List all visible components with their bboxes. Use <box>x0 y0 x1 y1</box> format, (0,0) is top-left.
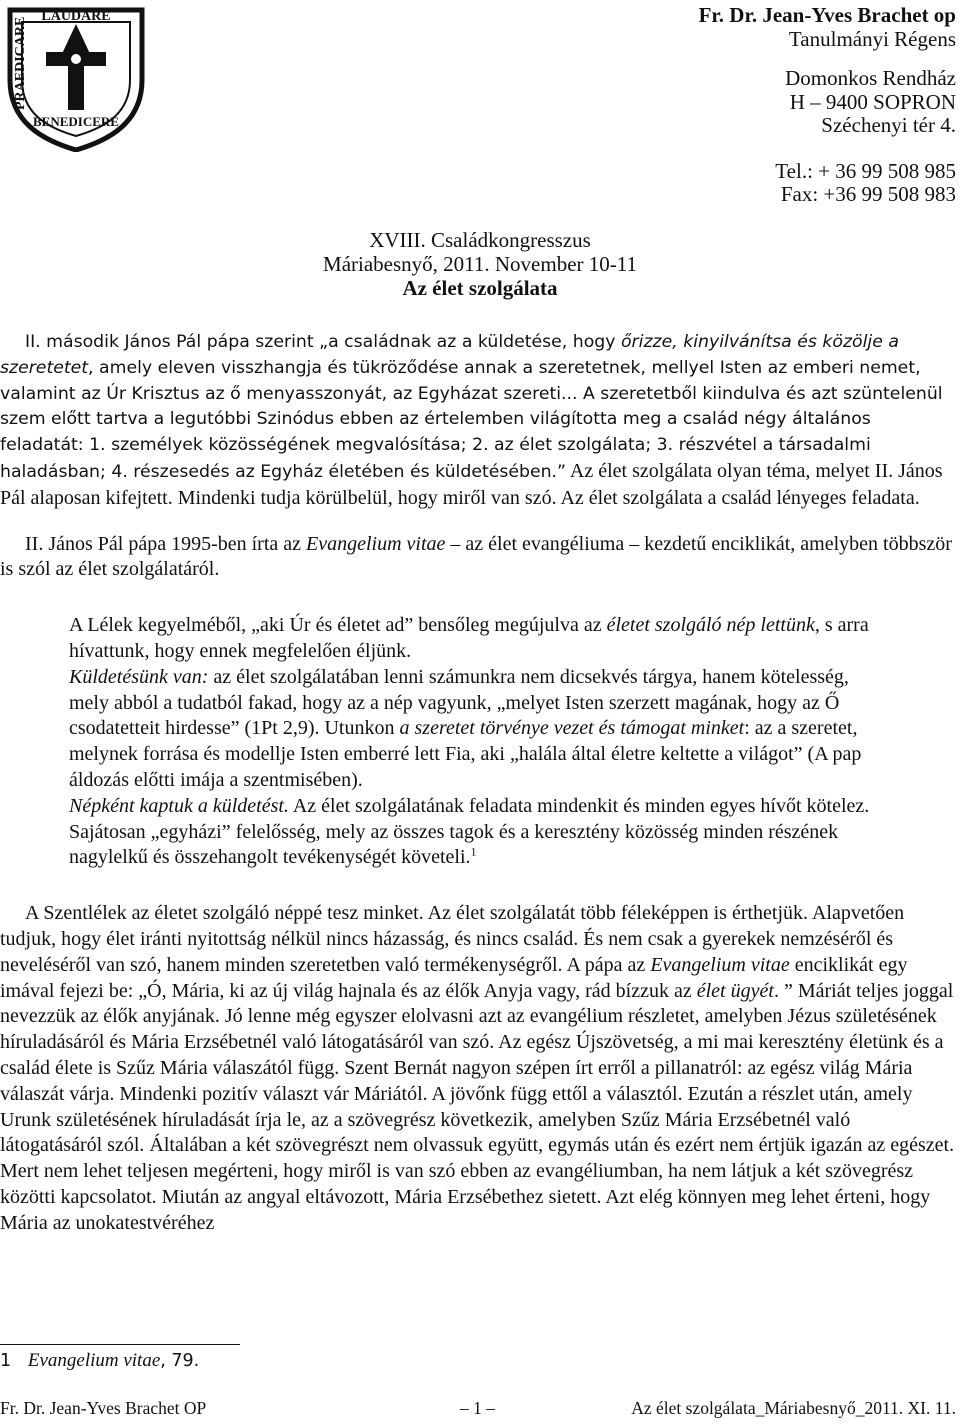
quote-b3: a szeretet törvénye vezet és támogat minket <box>399 717 745 740</box>
p1-text-c: , amely eleven visszhangja és tükröződése annak a szeretetnek, mellyel Isten az emberi nemet, valamint az Úr Krisztus az ő menyasszonyát, az Egyházat szereti... A szeretetből kiindulva és azt szüntelenül szem előtt tartva a legutóbbi Szinódus ebben az értelemben világította meg a család négy általános feladatát: 1. személyek közösségének megvalósítása; 2. az élet szolgálata; 3. részvétel a társadalmi haladásban; 4. részesedés az Egyház életében és küldetésében.” <box>0 357 943 482</box>
sender-city: H – 9400 SOPRON <box>789 89 956 114</box>
p2-text-b: Evangelium vitae <box>306 532 446 555</box>
quote-paragraph-1 <box>69 613 884 665</box>
footnote-ref: 1 <box>470 844 477 859</box>
sender-block <box>699 4 956 207</box>
quote-a3: , s arra hívattunk, hogy ennek megfelelően éljünk. <box>69 614 869 662</box>
footer-page-number: – 1 – <box>460 1398 495 1418</box>
quote-a1: A Lélek kegyelméből, „aki Úr és életet ad” bensőleg megújulva az <box>69 614 607 637</box>
p2-text-c: – az élet evangéliuma – kezdetű enciklikát, amelyben többször is szól az élet szolgálatáról. <box>0 532 952 581</box>
sender-fax: Fax: +36 99 508 983 <box>780 182 956 206</box>
logo-text-top: LAUDARE <box>41 9 111 24</box>
p2-text-a: II. János Pál pápa 1995-ben írta az <box>25 532 307 555</box>
footnote-separator <box>0 1344 240 1345</box>
conference-place-date: Máriabesnyő, 2011. November 10-11 <box>323 252 637 276</box>
quote-b4: : az a szeretet, melynek forrása és modellje Isten emberré lett Fia, aki „halála által életre keltette a világot” (A pap áldozás előtti imája a szentmisében). <box>69 717 862 791</box>
document-title: Az élet szolgálata <box>402 276 558 300</box>
dominican-seal-logo <box>0 0 152 152</box>
quote-c1: Népként kaptuk a küldetést. <box>69 794 289 817</box>
footnote <box>0 1350 199 1372</box>
sender-name: Fr. Dr. Jean-Yves Brachet op <box>698 3 956 27</box>
conference-name: XVIII. Családkongresszus <box>369 228 591 252</box>
quote-paragraph-3 <box>69 794 884 871</box>
p3-text-c: enciklikát egy imával fejezi be: „Ó, Mária, ki az új világ hajnala és az élők Anyja vagy, rád bízzuk az <box>0 953 908 1002</box>
quote-b2: az élet szolgálatában lenni számunkra nem dicsekvés tárgya, hanem kötelesség, mely abból a tudatból fakad, hogy az a nép vagyunk, „melyet Isten szerzett magának, hogy az Ő csodatetteit hirdesse” (1Pt 2,9). Utunkon <box>69 665 849 740</box>
paragraph-1 <box>0 330 956 513</box>
footnote-number: 1 <box>0 1351 12 1371</box>
paragraph-3 <box>0 901 956 1236</box>
paragraph-2 <box>0 532 956 584</box>
footer-author: Fr. Dr. Jean-Yves Brachet OP <box>0 1398 207 1418</box>
p1-text-a: II. második János Pál pápa szerint „a családnak az a küldetése, hogy <box>25 332 621 352</box>
p1-text-b: őrizze, kinyilvánítsa és közölje a szeretetet <box>0 332 899 378</box>
quote-c2: Az élet szolgálatának feladata mindenkit és minden egyes hívőt kötelez. Sajátosan „egyházi” felelősség, mely az összes tagok és a keresztény közösség minden részének nagylelkű és összehangolt tevékenységét követeli. <box>69 794 870 869</box>
p3-text-b: Evangelium vitae <box>650 953 790 976</box>
p3-text-a: A Szentlélek az életet szolgáló néppé tesz minket. Az élet szolgálatát több féleképpen is érthetjük. Alapvetően tudjuk, hogy élet iránti nyitottság nélkül nincs házasság, és nincs család. És nem csak a gyerekek nemzéséről és neveléséről van szó, hanem minden szeretetben való termékenységről. A pápa az <box>0 902 905 976</box>
sender-street: Széchenyi tér 4. <box>821 113 956 137</box>
quote-block <box>69 613 884 871</box>
sender-tel: Tel.: + 36 99 508 985 <box>775 158 956 183</box>
p3-text-e: . ” Máriát teljes joggal nevezzük az élők anyjának. Jó lenne még egyszer elolvasni azt az evangélium részletet, amelyben Jézus születésének híruladásáról és Mária Erzsébetnél való látogatásáról van szó. Az egész Újszövetség, a mi mai keresztény életünk és a család élete is Szűz Mária válaszától függ. Szent Bernát nagyon szépen írt erről a pillanatról: az egész világ Mária válaszát várja. Mindenki pozitív választ vár Máriától. A jövőnk függ ettől a választól. Ezután a részlet után, amely Urunk születésének híruladását írja le, az a szövegrész következik, amelyben Szűz Mária Erzsébetnél való látogatásáról szól. Általában a két szövegrészt nem olvassuk együtt, egymás után és ezért nem értjük igazán az egészet. Mert nem lehet teljesen megérteni, hogy miről is van szó ebben az evangéliumban, ha nem látjuk a két szövegrész közötti kapcsolatot. Miután az angyal eltávozott, Mária Erzsébethez sietett. Azt elég könnyen meg lehet érteni, hogy Mária az unokatestvéréhez <box>0 979 955 1234</box>
p1-text-d: Az élet szolgálata olyan téma, melyet II. János Pál alaposan kifejtett. Mindenki tudja körülbelül, hogy miről van szó. Az élet szolgálata a család lényeges feladata. <box>0 459 943 509</box>
footnote-text: Evangelium vitae <box>27 1350 161 1371</box>
document-body <box>0 330 956 1237</box>
page-footer <box>0 1398 960 1422</box>
quote-a2: életet szolgáló nép lettünk <box>606 614 815 637</box>
logo-text-bottom: BENEDICERE <box>33 114 119 129</box>
sender-role: Tanulmányi Régens <box>788 26 956 51</box>
logo-text-left: PRAEDICARE <box>13 16 28 110</box>
conference-heading <box>250 228 710 300</box>
footer-document-name: Az élet szolgálata_Máriabesnyő_2011. XI. 11. <box>631 1398 956 1418</box>
footnote-rest: , 79. <box>160 1351 200 1371</box>
quote-b1: Küldetésünk van: <box>69 665 209 688</box>
p3-text-d: élet ügyét <box>696 979 774 1002</box>
quote-paragraph-2 <box>69 665 884 794</box>
sender-org: Domonkos Rendház <box>785 66 956 90</box>
